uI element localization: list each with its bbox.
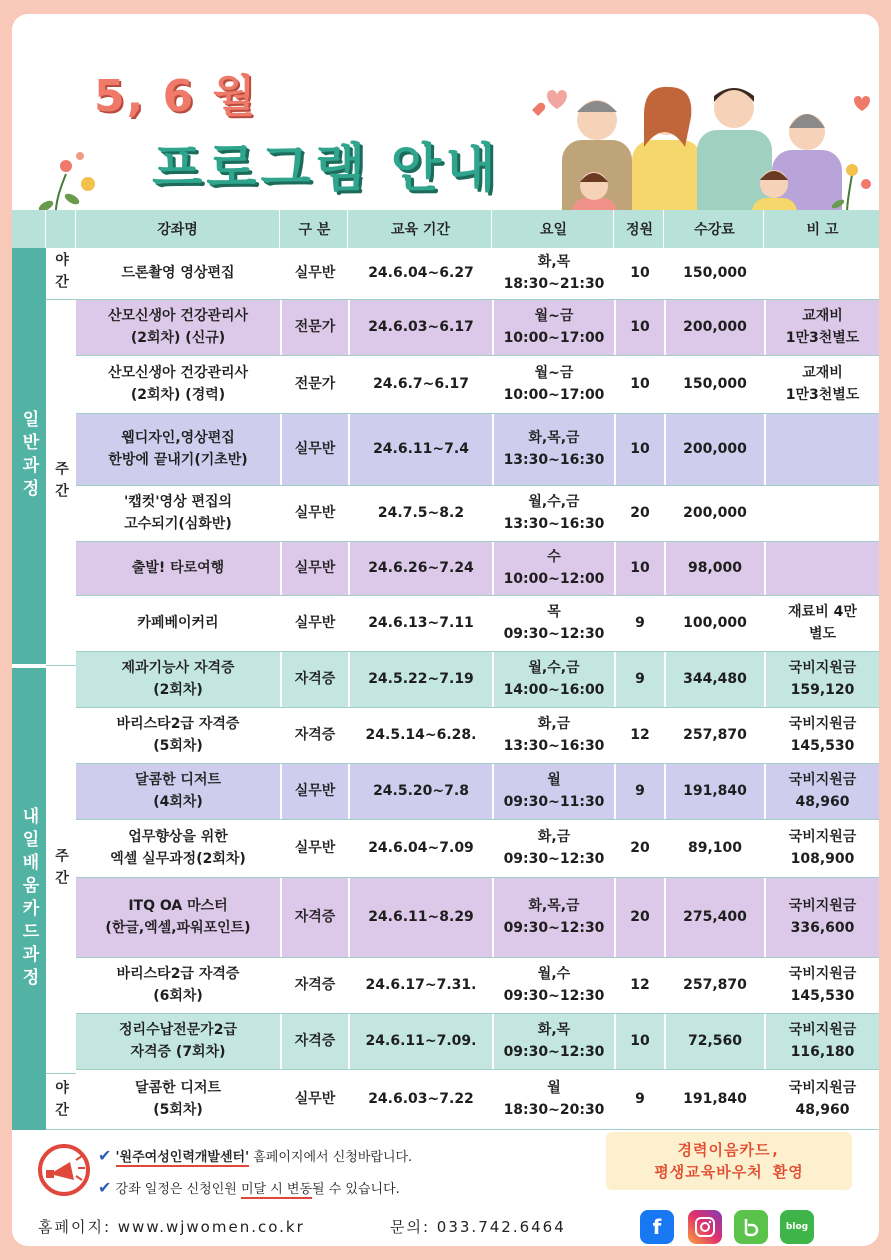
- section-general: 일반과정: [12, 248, 46, 664]
- cell-note: 국비지원금 108,900: [766, 820, 879, 877]
- cell-name: 업무향상을 위한 엑셀 실무과정(2회차): [76, 820, 280, 877]
- cell-fee: 257,870: [666, 708, 764, 763]
- cell-note: 국비지원금 159,120: [766, 652, 879, 707]
- cell-name: 산모신생아 건강관리사 (2회차) (신규): [76, 300, 280, 355]
- notice-schedule-end: 될 수 있습니다.: [312, 1182, 400, 1197]
- cell-day: 월,수,금 13:30~16:30: [494, 486, 614, 541]
- notice-apply-text: 홈페이지에서 신청바랍니다.: [249, 1150, 413, 1165]
- cell-note: 국비지원금 336,600: [766, 878, 879, 957]
- cell-cap: 10: [616, 1014, 664, 1069]
- cell-type: 자격증: [282, 708, 348, 763]
- cell-period: 24.7.5~8.2: [350, 486, 492, 541]
- table-row: [76, 878, 879, 958]
- header-name: 강좌명: [76, 210, 280, 248]
- cell-name: 바리스타2급 자격증 (5회차): [76, 708, 280, 763]
- cell-fee: 200,000: [666, 414, 764, 485]
- subsection-day-2: 주간: [46, 666, 76, 1074]
- cell-note: 재료비 4만 별도: [766, 596, 879, 651]
- cell-day: 목 09:30~12:30: [494, 596, 614, 651]
- cell-type: 실무반: [282, 596, 348, 651]
- cell-note: 국비지원금 48,960: [766, 764, 879, 819]
- cell-name: 제과기능사 자격증 (2회차): [76, 652, 280, 707]
- cell-period: 24.6.11~7.09.: [350, 1014, 492, 1069]
- cell-day: 화,목,금 13:30~16:30: [494, 414, 614, 485]
- cell-cap: 10: [616, 414, 664, 485]
- cell-day: 월 18:30~20:30: [494, 1070, 614, 1129]
- table-row: [76, 356, 879, 414]
- cell-day: 화,금 13:30~16:30: [494, 708, 614, 763]
- cell-period: 24.6.11~7.4: [350, 414, 492, 485]
- cell-type: 전문가: [282, 356, 348, 413]
- subsection-night-2: 야간: [46, 1074, 76, 1130]
- promo-line-2: 평생교육바우처 환영: [654, 1163, 804, 1181]
- cell-type: 실무반: [282, 486, 348, 541]
- cell-name: 웹디자인,영상편집 한방에 끝내기(기초반): [76, 414, 280, 485]
- table-row: [76, 542, 879, 596]
- program-poster: [12, 14, 879, 1246]
- cell-fee: 200,000: [666, 486, 764, 541]
- cell-period: 24.5.22~7.19: [350, 652, 492, 707]
- cell-day: 수 10:00~12:00: [494, 542, 614, 595]
- cell-type: 실무반: [282, 764, 348, 819]
- check-icon: ✔: [98, 1178, 112, 1197]
- cell-note: 국비지원금 116,180: [766, 1014, 879, 1069]
- cell-cap: 12: [616, 708, 664, 763]
- cell-type: 실무반: [282, 414, 348, 485]
- cell-cap: 9: [616, 652, 664, 707]
- notice-apply: [98, 1146, 412, 1165]
- table-row: [76, 820, 879, 878]
- cell-note: [766, 486, 879, 541]
- cell-cap: 10: [616, 248, 664, 299]
- footer: [12, 1132, 879, 1246]
- section-card: 내일배움카드과정: [12, 666, 46, 1130]
- cell-fee: 100,000: [666, 596, 764, 651]
- subsection-day-1: 주간: [46, 300, 76, 666]
- table-row: [76, 1014, 879, 1070]
- cell-note: [766, 414, 879, 485]
- cell-cap: 20: [616, 820, 664, 877]
- family-illustration: [492, 70, 879, 230]
- cell-period: 24.5.20~7.8: [350, 764, 492, 819]
- cell-period: 24.6.26~7.24: [350, 542, 492, 595]
- blog-icon[interactable]: [780, 1210, 814, 1244]
- promo-line-1: 경력이음카드,: [677, 1140, 781, 1159]
- header-capacity: 정원: [616, 210, 664, 248]
- cell-day: 화,목 18:30~21:30: [494, 248, 614, 299]
- cell-fee: 344,480: [666, 652, 764, 707]
- header-blank: [12, 210, 46, 248]
- subsection-night-1: 야간: [46, 248, 76, 300]
- cell-note: 국비지원금 48,960: [766, 1070, 879, 1129]
- header-blank: [46, 210, 76, 248]
- cell-day: 월~금 10:00~17:00: [494, 300, 614, 355]
- cell-note: [766, 542, 879, 595]
- cell-type: 자격증: [282, 878, 348, 957]
- notice-schedule: [98, 1178, 400, 1197]
- table-row: [76, 1070, 879, 1130]
- cell-type: 실무반: [282, 820, 348, 877]
- cell-fee: 150,000: [666, 356, 764, 413]
- table-row: [76, 708, 879, 764]
- cell-note: 교재비 1만3천별도: [766, 300, 879, 355]
- cell-period: 24.6.11~8.29: [350, 878, 492, 957]
- cell-day: 월 09:30~11:30: [494, 764, 614, 819]
- cell-type: 실무반: [282, 1070, 348, 1129]
- cell-name: 달콤한 디저트 (5회차): [76, 1070, 280, 1129]
- notice-schedule-text: 강좌 일정은 신청인원: [115, 1182, 241, 1197]
- table-row: [76, 414, 879, 486]
- cell-cap: 20: [616, 486, 664, 541]
- cell-period: 24.6.04~6.27: [350, 248, 492, 299]
- cell-fee: 275,400: [666, 878, 764, 957]
- cell-day: 월,수,금 14:00~16:00: [494, 652, 614, 707]
- table-header: [12, 210, 879, 248]
- table-row: [76, 652, 879, 708]
- cell-period: 24.6.7~6.17: [350, 356, 492, 413]
- table-row: [76, 764, 879, 820]
- cell-type: 전문가: [282, 300, 348, 355]
- cell-day: 화,금 09:30~12:30: [494, 820, 614, 877]
- table-row: [76, 486, 879, 542]
- cell-note: 국비지원금 145,530: [766, 958, 879, 1013]
- cell-period: 24.6.13~7.11: [350, 596, 492, 651]
- cell-period: 24.6.03~7.22: [350, 1070, 492, 1129]
- cell-day: 월~금 10:00~17:00: [494, 356, 614, 413]
- header-type: 구 분: [282, 210, 348, 248]
- cell-cap: 9: [616, 1070, 664, 1129]
- cell-note: [766, 248, 879, 299]
- cell-period: 24.5.14~6.28.: [350, 708, 492, 763]
- header-note: 비 고: [806, 222, 839, 238]
- cell-cap: 9: [616, 764, 664, 819]
- cell-fee: 191,840: [666, 764, 764, 819]
- cell-name: 바리스타2급 자격증 (6회차): [76, 958, 280, 1013]
- table-row: [76, 596, 879, 652]
- table-row: [76, 248, 879, 300]
- header-day: 요일: [494, 210, 614, 248]
- cell-note: 교재비 1만3천별도: [766, 356, 879, 413]
- cell-fee: 89,100: [666, 820, 764, 877]
- cell-cap: 9: [616, 596, 664, 651]
- cell-day: 화,목 09:30~12:30: [494, 1014, 614, 1069]
- cell-period: 24.6.17~7.31.: [350, 958, 492, 1013]
- megaphone-icon: [36, 1142, 92, 1198]
- table-row: [76, 958, 879, 1014]
- cell-day: 화,목,금 09:30~12:30: [494, 878, 614, 957]
- facebook-icon[interactable]: f: [640, 1210, 674, 1244]
- cell-name: 달콤한 디저트 (4회차): [76, 764, 280, 819]
- cell-name: 출발! 타로여행: [76, 542, 280, 595]
- band-icon[interactable]: [734, 1210, 768, 1244]
- cell-fee: 200,000: [666, 300, 764, 355]
- blog-label: blog: [785, 1222, 809, 1232]
- cell-name: 드론촬영 영상편집: [76, 248, 280, 299]
- homepage-text: 홈페이지: www.wjwomen.co.kr: [38, 1218, 305, 1236]
- cell-fee: 98,000: [666, 542, 764, 595]
- cell-name: '캡컷'영상 편집의 고수되기(심화반): [76, 486, 280, 541]
- cell-fee: 72,560: [666, 1014, 764, 1069]
- cell-note: 국비지원금 145,530: [766, 708, 879, 763]
- promo-box: [606, 1132, 852, 1190]
- table-row: [76, 300, 879, 356]
- cell-type: 실무반: [282, 542, 348, 595]
- cell-fee: 257,870: [666, 958, 764, 1013]
- cell-cap: 12: [616, 958, 664, 1013]
- notice-schedule-emphasis: 미달 시 변동: [240, 1182, 313, 1197]
- header-period: 교육 기간: [350, 210, 492, 248]
- cell-fee: 150,000: [666, 248, 764, 299]
- cell-cap: 10: [616, 356, 664, 413]
- cell-day: 월,수 09:30~12:30: [494, 958, 614, 1013]
- cell-fee: 191,840: [666, 1070, 764, 1129]
- contact-text: 문의: 033.742.6464: [390, 1218, 566, 1236]
- check-icon: ✔: [98, 1146, 112, 1165]
- center-name: '원주여성인력개발센터': [115, 1150, 250, 1165]
- cell-name: 정리수납전문가2급 자격증 (7회차): [76, 1014, 280, 1069]
- cell-type: 자격증: [282, 652, 348, 707]
- cell-type: 자격증: [282, 958, 348, 1013]
- cell-period: 24.6.03~6.17: [350, 300, 492, 355]
- header-fee: 수강료: [666, 210, 764, 248]
- cell-name: ITQ OA 마스터 (한글,엑셀,파워포인트): [76, 878, 280, 957]
- cell-cap: 10: [616, 300, 664, 355]
- cell-type: 실무반: [282, 248, 348, 299]
- cell-period: 24.6.04~7.09: [350, 820, 492, 877]
- title-month: 5, 6 월: [94, 71, 258, 122]
- cell-type: 자격증: [282, 1014, 348, 1069]
- cell-name: 카페베이커리: [76, 596, 280, 651]
- cell-name: 산모신생아 건강관리사 (2회차) (경력): [76, 356, 280, 413]
- page-title: 프로그램 안내: [152, 139, 500, 199]
- instagram-icon[interactable]: [688, 1210, 722, 1244]
- cell-cap: 20: [616, 878, 664, 957]
- cell-cap: 10: [616, 542, 664, 595]
